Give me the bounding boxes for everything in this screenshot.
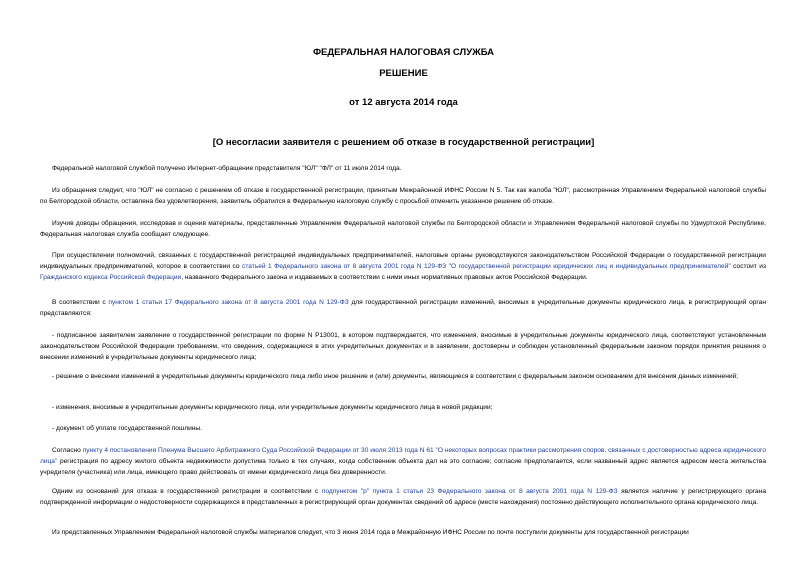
paragraph-4-text-a: При осуществлении полномочий, связанных с государственной регистрацией индивидуальных предпринимателей, налоговые органы руководствуются законодательством Российской Федерации о государственной регистрации индивидуальных предпринимателей, которое в соответствии со bbox=[40, 252, 766, 271]
paragraph-1: Федеральной налоговой службой получено Интернет-обращение представителя "ЮЛ" "ФЛ" от 11 июля 2014 года. bbox=[52, 165, 402, 172]
list-item-state-fee: - документ об уплате государственной пошлины. bbox=[52, 425, 203, 432]
paragraph-2: Из обращения следует, что "ЮЛ" не согласно с решением об отказе в государственной регистрации, принятым Межрайонной ИФНС России N 5. Так как жалоба "ЮЛ", рассмотренная Управлением Федеральной налоговой службы по Белгородской области, оставлена без удовлетворения, заявитель обратился в Федеральную налоговую службу с просьбой отменить указанное решение об отказе. bbox=[40, 187, 766, 206]
plenum-resolution-link[interactable]: пункту 4 постановления Пленума Высшего Арбитражного Суда Российской Федерации от 30 июля 2013 года N 61 "О некоторых вопросах практики рассмотрения споров, связанных с достоверностью адреса юридического лица" bbox=[40, 447, 766, 466]
paragraph-10-text-a: Согласно bbox=[52, 447, 83, 454]
paragraph-10-text-b: регистрация по адресу жилого объекта недвижимости допустима только в тех случаях, когда собственник объекта дал на это согласие; согласие предполагается, если названный адрес является адресом места жительства учредителя (участника) или лица, имеющего право действовать от имени юридического лица без доверенности. bbox=[40, 458, 766, 477]
paragraph-3: Изучив доводы обращения, исследовав и оценив материалы, представленные Управлением Федеральной налоговой службы по Белгородской области и Управлением Федеральной налоговой службы по Удмуртской Республике, Федеральная налоговая служба сообщает следующее. bbox=[40, 220, 766, 239]
paragraph-4-text-b: состоит из bbox=[730, 263, 766, 271]
paragraph-11 bbox=[40, 486, 766, 508]
paragraph-11-text-a: Одним из оснований для отказа в государственной регистрации в соответствии с bbox=[52, 488, 322, 495]
paragraph-4 bbox=[40, 250, 766, 284]
law-129-article-17-link[interactable]: пунктом 1 статьи 17 Федерального закона от 8 августа 2001 года N 129-ФЗ bbox=[108, 299, 349, 306]
list-item-application: - подписанное заявителем заявление о государственной регистрации по форме N Р13001, в котором подтверждается, что изменения, вносимые в учредительные документы юридического лица, соответствуют установленным законодательством Российской Федерации требованиям, что сведения, содержащиеся в этих учредительных документах и в заявлении, достоверны и соблюден установленный федеральным законом порядок принятия решения о внесении изменений в учредительные документы юридического лица; bbox=[40, 332, 766, 362]
civil-code-link[interactable]: Гражданского кодекса Российской Федерации bbox=[40, 274, 182, 282]
agency-name: ФЕДЕРАЛЬНАЯ НАЛОГОВАЯ СЛУЖБА bbox=[312, 47, 495, 58]
document-type: РЕШЕНИЕ bbox=[379, 68, 428, 79]
law-129-article-23-link[interactable]: подпунктом "р" пункта 1 статьи 23 Федерального закона от 8 августа 2001 года N 129-ФЗ bbox=[321, 488, 618, 495]
paragraph-11-text-b: является наличие у регистрирующего органа подтвержденной информации о недостоверности содержащихся в представленных в регистрирующий орган документах сведений об адресе (месте нахождения) постоянно действующего исполнительного органа юридического лица. bbox=[40, 488, 767, 507]
paragraph-4-text-c: , названного Федерального закона и издаваемых в соответствии с ними иных нормативных правовых актов Российской Федерации. bbox=[181, 274, 588, 282]
document-date: от 12 августа 2014 года bbox=[349, 97, 458, 108]
paragraph-5-text-b: для государственной регистрации изменений, вносимых в учредительные документы юридического лица, в регистрирующий орган представляются: bbox=[40, 299, 766, 318]
law-129-article-1-link[interactable]: статьей 1 Федерального закона от 8 августа 2001 года N 129-ФЗ "О государственной регистрации юридических лиц и индивидуальных предпринимателей" bbox=[242, 263, 731, 271]
document-title: [О несогласии заявителя с решением об отказе в государственной регистрации] bbox=[212, 137, 595, 148]
paragraph-5 bbox=[40, 297, 766, 319]
paragraph-12: Из представленных Управлением Федеральной налоговой службы материалов следует, что 3 июня 2014 года в Межрайонную ИФНС России по почте поступили документы для государственной регистрации bbox=[52, 529, 689, 536]
list-item-decision: - решение о внесении изменений в учредительные документы юридического лица либо иное решение и (или) документы, являющиеся в соответствии с федеральным законом основанием для внесения данных изменений; bbox=[52, 373, 739, 380]
paragraph-10 bbox=[40, 445, 766, 479]
list-item-changes: - изменения, вносимые в учредительные документы юридического лица, или учредительные документы юридического лица в новой редакции; bbox=[52, 404, 493, 411]
paragraph-5-text-a: В соответствии с bbox=[52, 299, 109, 306]
